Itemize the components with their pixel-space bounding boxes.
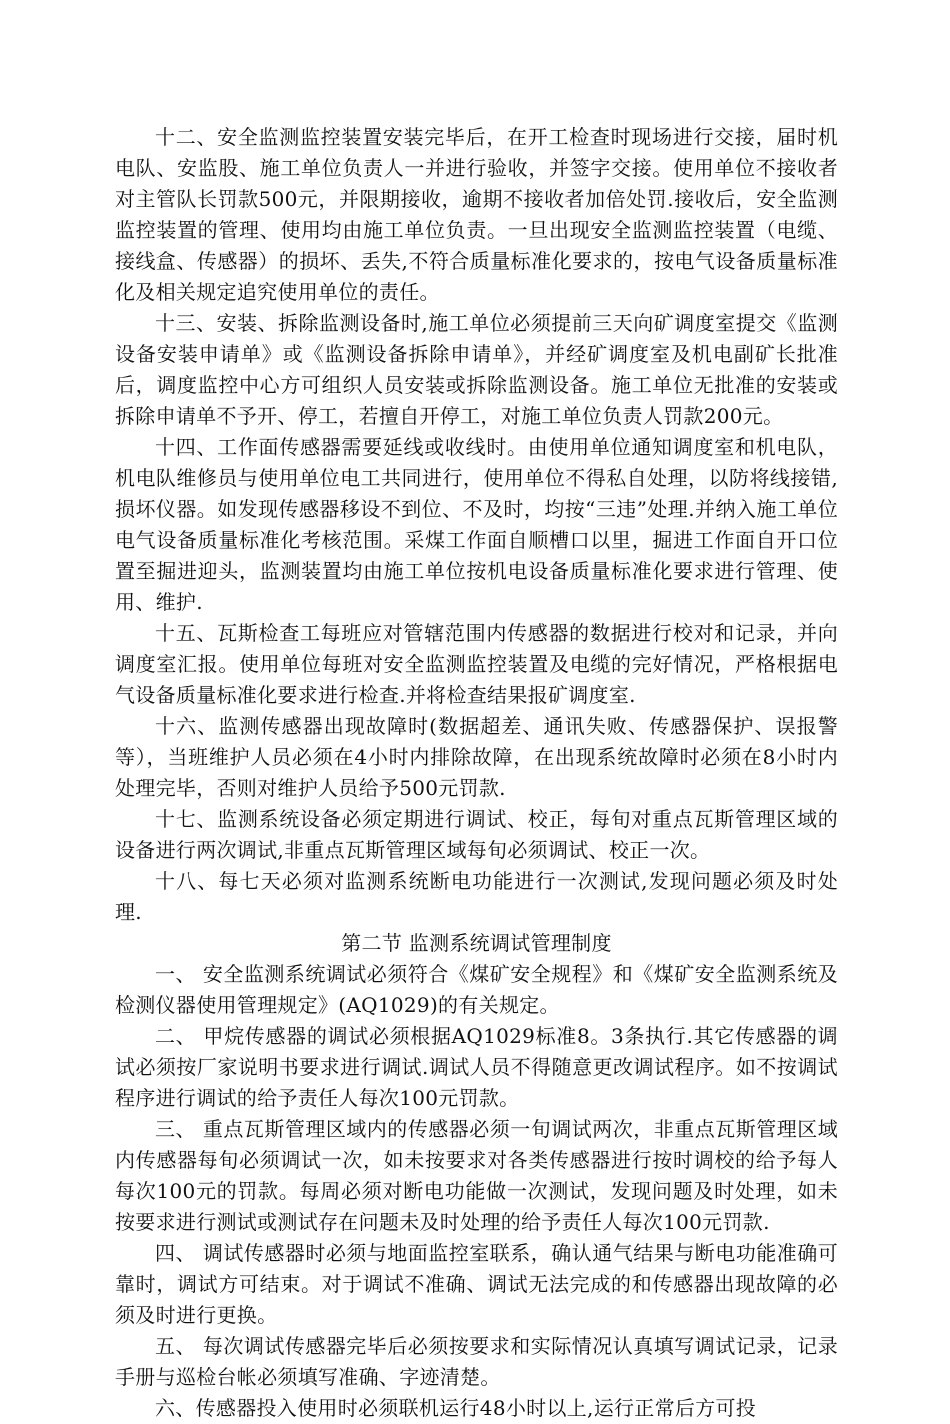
paragraph-s2-1: 一、 安全监测系统调试必须符合《煤矿安全规程》和《煤矿安全监测系统及检测仪器使用管理规定》(AQ1029)的有关规定。 <box>115 962 838 1017</box>
paragraph-14: 十四、工作面传感器需要延线或收线时。由使用单位通知调度室和机电队，机电队维修员与使用单位电工共同进行，使用单位不得私自处理，以防将线接错,损坏仪器。如发现传感器移设不到位、不及时，均按“三违”处理.并纳入施工单位电气设备质量标准化考核范围。采煤工作面自顺槽口以里，掘进工作面自开口位置至掘进迎头，监测装置均由施工单位按机电设备质量标准化要求进行管理、使用、维护. <box>115 435 838 614</box>
section-heading: 第二节 监测系统调试管理制度 <box>341 931 612 955</box>
paragraph-s2-3: 三、 重点瓦斯管理区域内的传感器必须一旬调试两次，非重点瓦斯管理区域内传感器每旬必须调试一次，如未按要求对各类传感器进行按时调校的给予每人每次100元的罚款。每周必须对断电功能做一次测试，发现问题及时处理，如未按要求进行测试或测试存在问题未及时处理的给予责任人每次100元罚款. <box>115 1117 838 1234</box>
paragraph-s2-6: 六、传感器投入使用时必须联机运行48小时以上,运行正常后方可投 <box>155 1396 757 1420</box>
paragraph-18: 十八、每七天必须对监测系统断电功能进行一次测试,发现问题必须及时处理. <box>115 869 838 924</box>
paragraph-15: 十五、瓦斯检查工每班应对管辖范围内传感器的数据进行校对和记录，并向调度室汇报。使用单位每班对安全监测监控装置及电缆的完好情况，严格根据电气设备质量标准化要求进行检查.并将检查结果报矿调度室. <box>115 621 838 707</box>
paragraph-16: 十六、监测传感器出现故障时(数据超差、通讯失败、传感器保护、误报警等），当班维护人员必须在4小时内排除故障，在出现系统故障时必须在8小时内处理完毕，否则对维护人员给予500元罚款. <box>115 714 838 800</box>
paragraph-12: 十二、安全监测监控装置安装完毕后，在开工检查时现场进行交接，届时机电队、安监股、施工单位负责人一并进行验收，并签字交接。使用单位不接收者对主管队长罚款500元，并限期接收，逾期不接收者加倍处罚.接收后，安全监测监控装置的管理、使用均由施工单位负责。一旦出现安全监测监控装置（电缆、接线盒、传感器）的损坏、丢失,不符合质量标准化要求的，按电气设备质量标准化及相关规定追究使用单位的责任。 <box>115 125 838 304</box>
paragraph-13: 十三、安装、拆除监测设备时,施工单位必须提前三天向矿调度室提交《监测设备安装申请单》或《监测设备拆除申请单》，并经矿调度室及机电副矿长批准后，调度监控中心方可组织人员安装或拆除监测设备。施工单位无批准的安装或拆除申请单不予开、停工，若擅自开停工，对施工单位负责人罚款200元。 <box>115 311 838 428</box>
paragraph-s2-4: 四、 调试传感器时必须与地面监控室联系，确认通气结果与断电功能准确可靠时，调试方可结束。对于调试不准确、调试无法完成的和传感器出现故障的必须及时进行更换。 <box>115 1241 838 1327</box>
document-page <box>115 122 838 1424</box>
paragraph-s2-5: 五、 每次调试传感器完毕后必须按要求和实际情况认真填写调试记录，记录手册与巡检台帐必须填写准确、字迹清楚。 <box>115 1334 838 1389</box>
paragraph-17: 十七、监测系统设备必须定期进行调试、校正，每旬对重点瓦斯管理区域的设备进行两次调试,非重点瓦斯管理区域每旬必须调试、校正一次。 <box>115 807 838 862</box>
paragraph-s2-2: 二、 甲烷传感器的调试必须根据AQ1029标准8。3条执行.其它传感器的调试必须按厂家说明书要求进行调试.调试人员不得随意更改调试程序。如不按调试程序进行调试的给予责任人每次100元罚款。 <box>115 1024 838 1110</box>
